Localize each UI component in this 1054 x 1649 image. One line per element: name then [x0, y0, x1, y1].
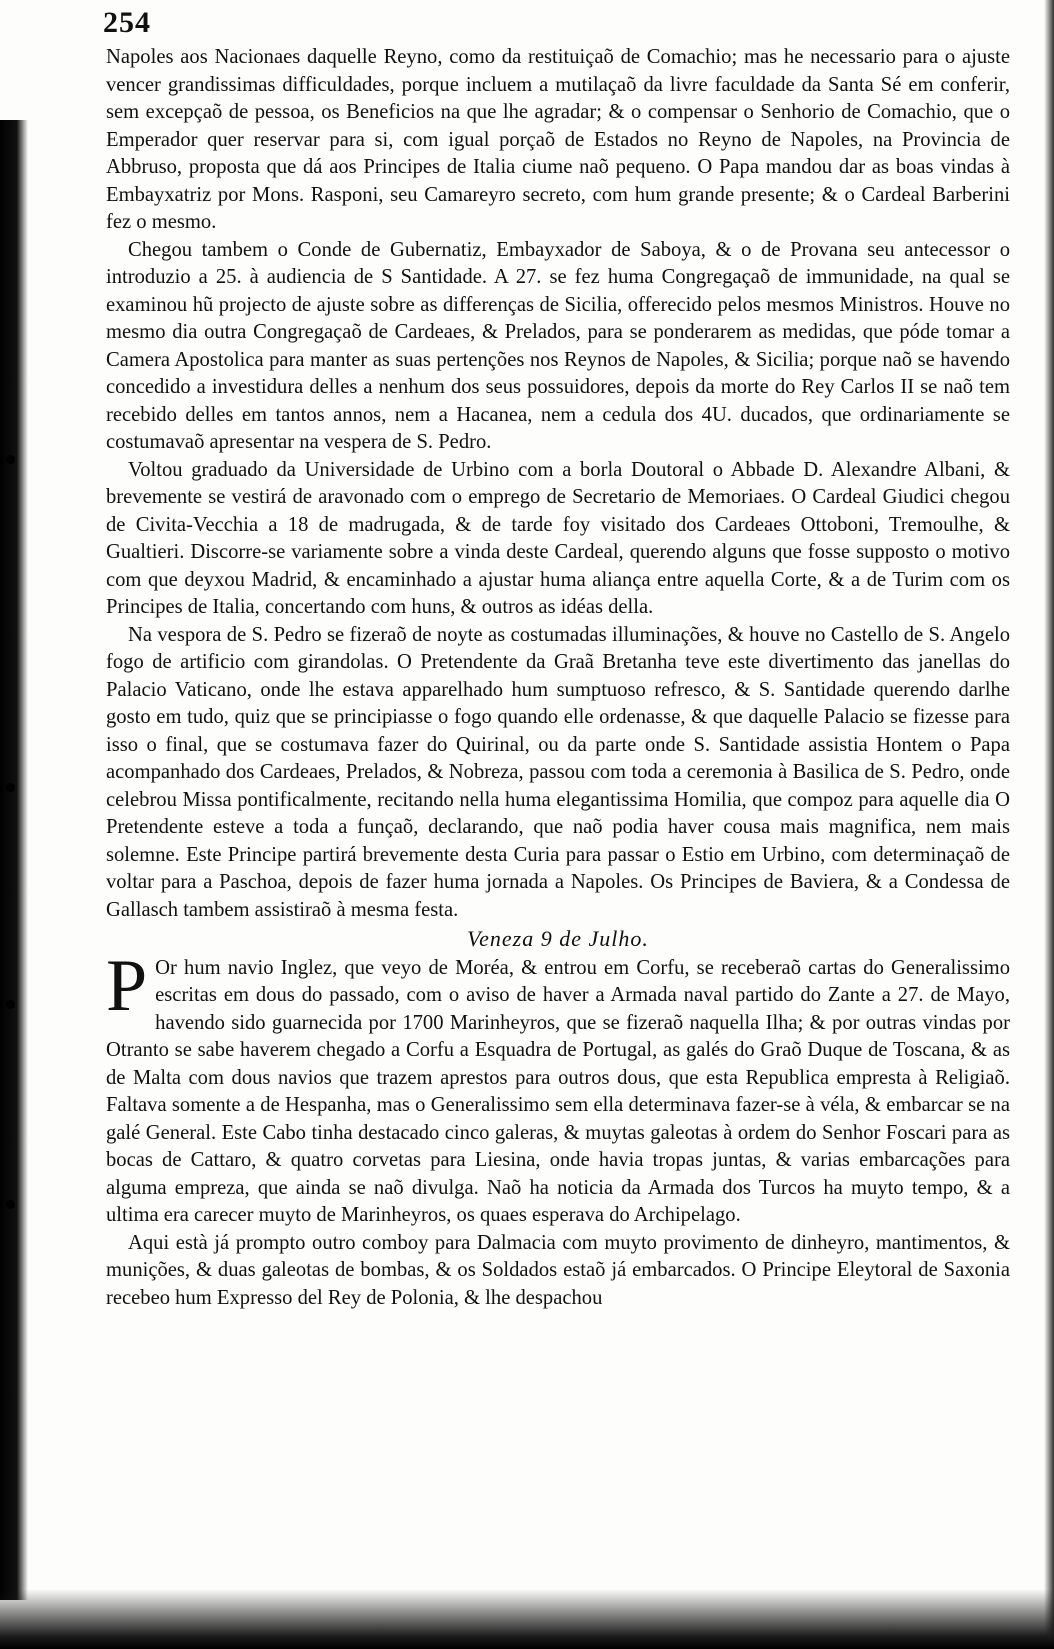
spine-shadow: [0, 120, 28, 1600]
margin-mark: [6, 783, 15, 792]
margin-mark: [6, 1000, 15, 1009]
right-edge-shadow: [1044, 0, 1054, 1649]
paragraph: Na vespora de S. Pedro se fizeraõ de noyte as costumadas illuminações, & houve no Castello de S. Angelo fogo de artificio com girandolas. O Pretendente da Graã Bretanha teve este divertimento das janellas do Palacio Vaticano, onde lhe estava apparelhado hum sumptuoso refresco, & S. Santidade querendo darlhe gosto em tudo, quiz que se principiasse o fogo quando elle ordenasse, & que daquelle Palacio se fizesse para isso o final, que se costumava fazer do Quirinal, ou da parte onde S. Santidade assistia Hontem o Papa acompanhado dos Cardeaes, Prelados, & Nobreza, passou com toda a ceremonia à Basilica de S. Pedro, onde celebrou Missa pontificalmente, recitando nella huma elegantissima Homilia, que compoz para aquelle dia O Pretendente esteve a toda a funçaõ, declarando, que naõ podia haver cousa mais magnifica, nem mais solemne. Este Principe partirá brevemente desta Curia para passar o Estio em Urbino, com determinaçaõ de voltar para a Paschoa, depois de fazer huma jornada a Napoles. Os Principes de Baviera, & a Condessa de Gallasch tambem assistiraõ à mesma festa.: [106, 623, 1010, 921]
paragraph: Napoles aos Nacionaes daquelle Reyno, como da restituiçaõ de Comachio; mas he necessario para o ajuste vencer grandissimas difficuldades, porque incluem a mutilaçaõ da livre faculdade da Santa Sé em conferir, sem excepçaõ de pessoa, os Beneficios na que lhe agradar; & o compensar o Senhorio de Comachio, que o Emperador quer reservar para si, com igual porçaõ de Estados no Reyno de Napoles, na Provincia de Abbruso, proposta que dá aos Principes de Italia ciume naõ pequeno. O Papa mandou dar as boas vindas à Embayxatriz por Mons. Rasponi, seu Camareyro secreto, com hum grande presente; & o Cardeal Barberini fez o mesmo.: [106, 46, 1010, 233]
paragraph-text: Or hum navio Inglez, que veyo de Moréa, & entrou em Corfu, se receberaõ cartas do Generalissimo escritas em dous do passado, com o aviso de haver a Armada naval partido do Zante a 27. de Mayo, havendo sido guarnecida por 1700 Marinheyros, que se fizeraõ naquella Ilha; & por outras vindas por Otranto se sabe haverem chegado a Corfu a Esquadra de Portugal, as galés do Graõ Duque de Toscana, & as de Malta com dous navios que trazem aprestos para outros dous, que esta Republica empresta à Religiaõ. Faltava somente a de Hespanha, mas o Generalissimo sem ella determinava fazer-se à véla, & embarcar se na galé General. Este Cabo tinha destacado cinco galeras, & muytas galeotas à ordem do Senhor Foscari para as bocas de Cattaro, & quatro corvetas para Liesina, onde havia tropas juntas, & varias embarcações para alguma empreza, que ainda se naõ divulga. Naõ ha noticia da Armada dos Turcos ha muyto tempo, & a ultima era carecer muyto de Marinheyros, os quaes esperava do Archipelago.: [106, 956, 1010, 1226]
dateline-heading: Veneza 9 de Julho.: [467, 926, 649, 951]
margin-mark: [6, 1200, 15, 1209]
article-body: [106, 44, 1010, 1312]
paragraph: [106, 944, 1010, 1230]
margin-mark: [6, 455, 15, 464]
paragraph: Voltou graduado da Universidade de Urbino com a borla Doutoral o Abbade D. Alexandre Albani, & brevemente se vestirá de aravonado com o emprego de Secretario de Memoriaes. O Cardeal Giudici chegou de Civita-Vecchia a 18 de madrugada, & de tarde foy visitado dos Cardeaes Ottoboni, Tremoulhe, & Gualtieri. Discorre-se variamente sobre a vinda deste Cardeal, querendo alguns que fosse supposto o motivo com que deyxou Madrid, & encaminhado a ajustar huma aliança entre aquella Corte, & a de Turim com os Principes de Italia, concertando com huns, & outros as idéas della.: [106, 458, 1010, 618]
paragraph: Chegou tambem o Conde de Gubernatiz, Embayxador de Saboya, & o de Provana seu antecessor o introduzio a 25. à audiencia de S Santidade. A 27. se fez huma Congregaçaõ de immunidade, na qual se examinou hũ projecto de ajuste sobre as differenças de Sicilia, offerecido pelos mesmos Ministros. Houve no mesmo dia outra Congregaçaõ de Cardeaes, & Prelados, para se ponderarem as medidas, que póde tomar a Camera Apostolica para manter as suas pertenções nos Reynos de Napoles, & Sicilia; porque naõ se havendo concedido a investidura delles a nenhum dos seus possuidores, depois da morte do Rey Carlos II se naõ tem recebido delles em tantos annos, nem a Hacanea, nem a cedula dos 4U. ducados, que ordinariamente se costumavaõ apresentar na vespera de S. Pedro.: [106, 238, 1010, 453]
page-number: 254: [103, 6, 151, 39]
drop-cap: P: [106, 944, 148, 1027]
paragraph: Aqui està já prompto outro comboy para Dalmacia com muyto provimento de dinheyro, mantimentos, & munições, & duas galeotas de bombas, & os Soldados estaõ já embarcados. O Principe Eleytoral de Saxonia recebeo hum Expresso del Rey de Polonia, & lhe despachou: [106, 1231, 1010, 1309]
bottom-edge-shadow: [0, 1589, 1054, 1649]
